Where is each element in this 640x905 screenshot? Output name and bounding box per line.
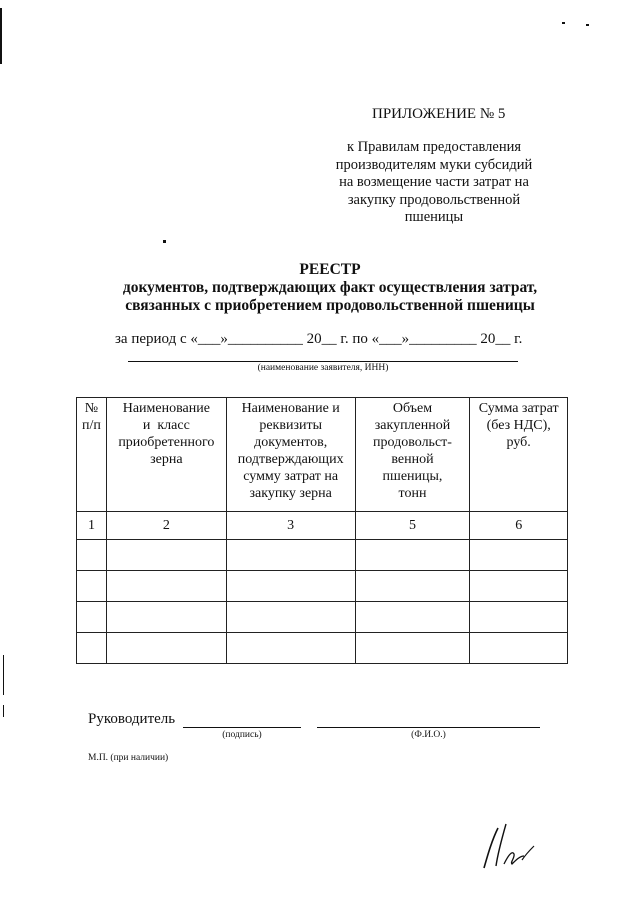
signature-caption: (подпись) <box>222 730 262 740</box>
document-title-line: связанных с приобретением продовольственной пшеницы <box>125 297 535 314</box>
registry-table <box>76 397 568 664</box>
period-line: за период с «___»__________ 20__ г. по «___»_________ 20__ г. <box>115 331 523 347</box>
scan-dot <box>586 24 589 26</box>
signature-line <box>183 727 301 728</box>
column-number-cell: 3 <box>226 512 355 540</box>
empty-cell <box>470 571 568 602</box>
empty-cell <box>355 602 470 633</box>
empty-cell <box>106 540 226 571</box>
stamp-note: М.П. (при наличии) <box>88 753 169 763</box>
empty-cell <box>226 540 355 571</box>
empty-cell <box>355 571 470 602</box>
empty-cell <box>77 633 107 664</box>
header-cell-amount: Сумма затрат (без НДС), руб. <box>470 398 568 512</box>
name-caption: (Ф.И.О.) <box>411 730 446 740</box>
empty-cell <box>77 571 107 602</box>
empty-cell <box>77 540 107 571</box>
table-row <box>77 571 568 602</box>
empty-cell <box>470 602 568 633</box>
annex-line: на возмещение части затрат на <box>339 174 529 190</box>
empty-cell <box>106 602 226 633</box>
applicant-caption: (наименование заявителя, ИНН) <box>257 363 389 373</box>
head-label: Руководитель <box>88 711 176 727</box>
applicant-underline <box>128 361 518 362</box>
name-line <box>317 727 540 728</box>
header-cell-grain-name: Наименование и класс приобретенного зерна <box>106 398 226 512</box>
column-number-cell: 1 <box>77 512 107 540</box>
empty-cell <box>226 571 355 602</box>
header-cell-volume: Объем закупленной продовольст- венной пшеницы, тонн <box>355 398 470 512</box>
table-row <box>77 633 568 664</box>
header-cell-number: № п/п <box>77 398 107 512</box>
column-number-cell: 6 <box>470 512 568 540</box>
table-row <box>77 602 568 633</box>
table-header-row <box>77 398 568 512</box>
empty-cell <box>355 540 470 571</box>
empty-cell <box>226 633 355 664</box>
annex-line: закупку продовольственной <box>347 191 521 208</box>
handwritten-signature <box>478 820 548 872</box>
column-number-row <box>77 512 568 540</box>
annex-line: к Правилам предоставления <box>346 139 522 155</box>
scan-edge-mark <box>0 8 2 64</box>
scan-edge-mark <box>3 705 4 717</box>
annex-line: пшеницы <box>404 209 464 225</box>
annex-line: производителям муки субсидий <box>335 156 533 173</box>
column-number-cell: 5 <box>355 512 470 540</box>
empty-cell <box>470 540 568 571</box>
empty-cell <box>77 602 107 633</box>
scan-dot <box>562 22 565 24</box>
annex-text <box>318 139 550 227</box>
empty-cell <box>226 602 355 633</box>
scan-dot <box>163 240 166 243</box>
document-title-line: документов, подтверждающих факт осуществления затрат, <box>122 279 538 296</box>
column-number-cell: 2 <box>106 512 226 540</box>
table-row <box>77 540 568 571</box>
header-cell-documents: Наименование и реквизиты документов, подтверждающих сумму затрат на закупку зерна <box>226 398 355 512</box>
document-title <box>60 261 600 315</box>
document-title-line: РЕЕСТР <box>299 261 361 278</box>
empty-cell <box>106 633 226 664</box>
scan-edge-mark <box>3 655 4 695</box>
empty-cell <box>470 633 568 664</box>
annex-title: ПРИЛОЖЕНИЕ № 5 <box>372 106 506 122</box>
empty-cell <box>106 571 226 602</box>
empty-cell <box>355 633 470 664</box>
